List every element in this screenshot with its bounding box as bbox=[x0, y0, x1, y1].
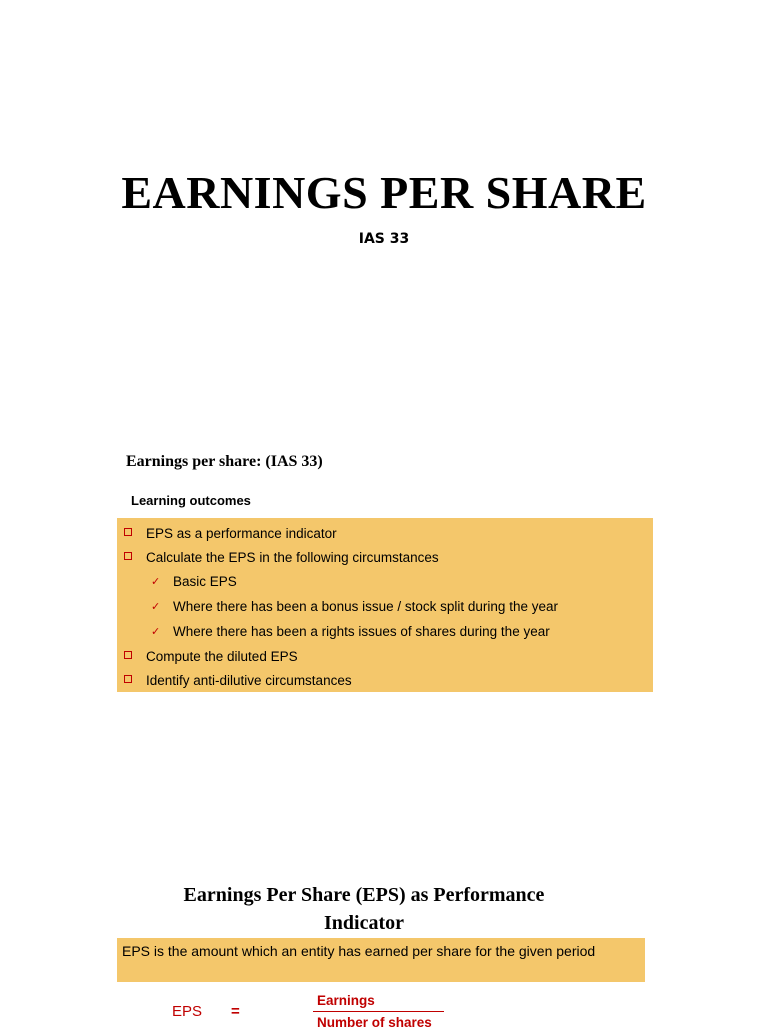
square-bullet-icon bbox=[124, 552, 132, 560]
formula-label: EPS bbox=[172, 1003, 203, 1020]
section-heading: Earnings per share: (IAS 33) bbox=[126, 453, 323, 470]
formula-denominator: Number of shares bbox=[317, 1015, 432, 1030]
list-item: EPS as a performance indicator bbox=[146, 526, 337, 541]
list-item: Where there has been a bonus issue / stock split during the year bbox=[173, 599, 558, 614]
list-item: Where there has been a rights issues of shares during the year bbox=[173, 624, 550, 639]
formula-numerator: Earnings bbox=[317, 993, 375, 1008]
eps-section-heading bbox=[0, 881, 728, 937]
learning-outcomes-label: Learning outcomes bbox=[131, 493, 251, 508]
square-bullet-icon bbox=[124, 675, 132, 683]
fraction-bar bbox=[313, 1011, 444, 1012]
square-bullet-icon bbox=[124, 528, 132, 536]
learning-outcomes-box bbox=[117, 518, 653, 692]
list-item: Calculate the EPS in the following circumstances bbox=[146, 550, 439, 565]
square-bullet-icon bbox=[124, 651, 132, 659]
definition-text: EPS is the amount which an entity has earned per share for the given period bbox=[122, 943, 596, 959]
slide-subtitle: IAS 33 bbox=[358, 231, 410, 247]
list-item: Basic EPS bbox=[173, 574, 237, 589]
list-item: Identify anti-dilutive circumstances bbox=[146, 673, 352, 688]
checkmark-icon: ✓ bbox=[151, 575, 161, 588]
definition-box bbox=[117, 938, 645, 982]
list-item: Compute the diluted EPS bbox=[146, 649, 298, 664]
slide-title: EARNINGS PER SHARE bbox=[121, 167, 647, 218]
checkmark-icon: ✓ bbox=[151, 625, 161, 638]
formula-equals: = bbox=[231, 1003, 240, 1020]
checkmark-icon: ✓ bbox=[151, 600, 161, 613]
heading-line-1: Earnings Per Share (EPS) as Performance bbox=[183, 884, 545, 906]
heading-line-2: Indicator bbox=[324, 912, 404, 934]
